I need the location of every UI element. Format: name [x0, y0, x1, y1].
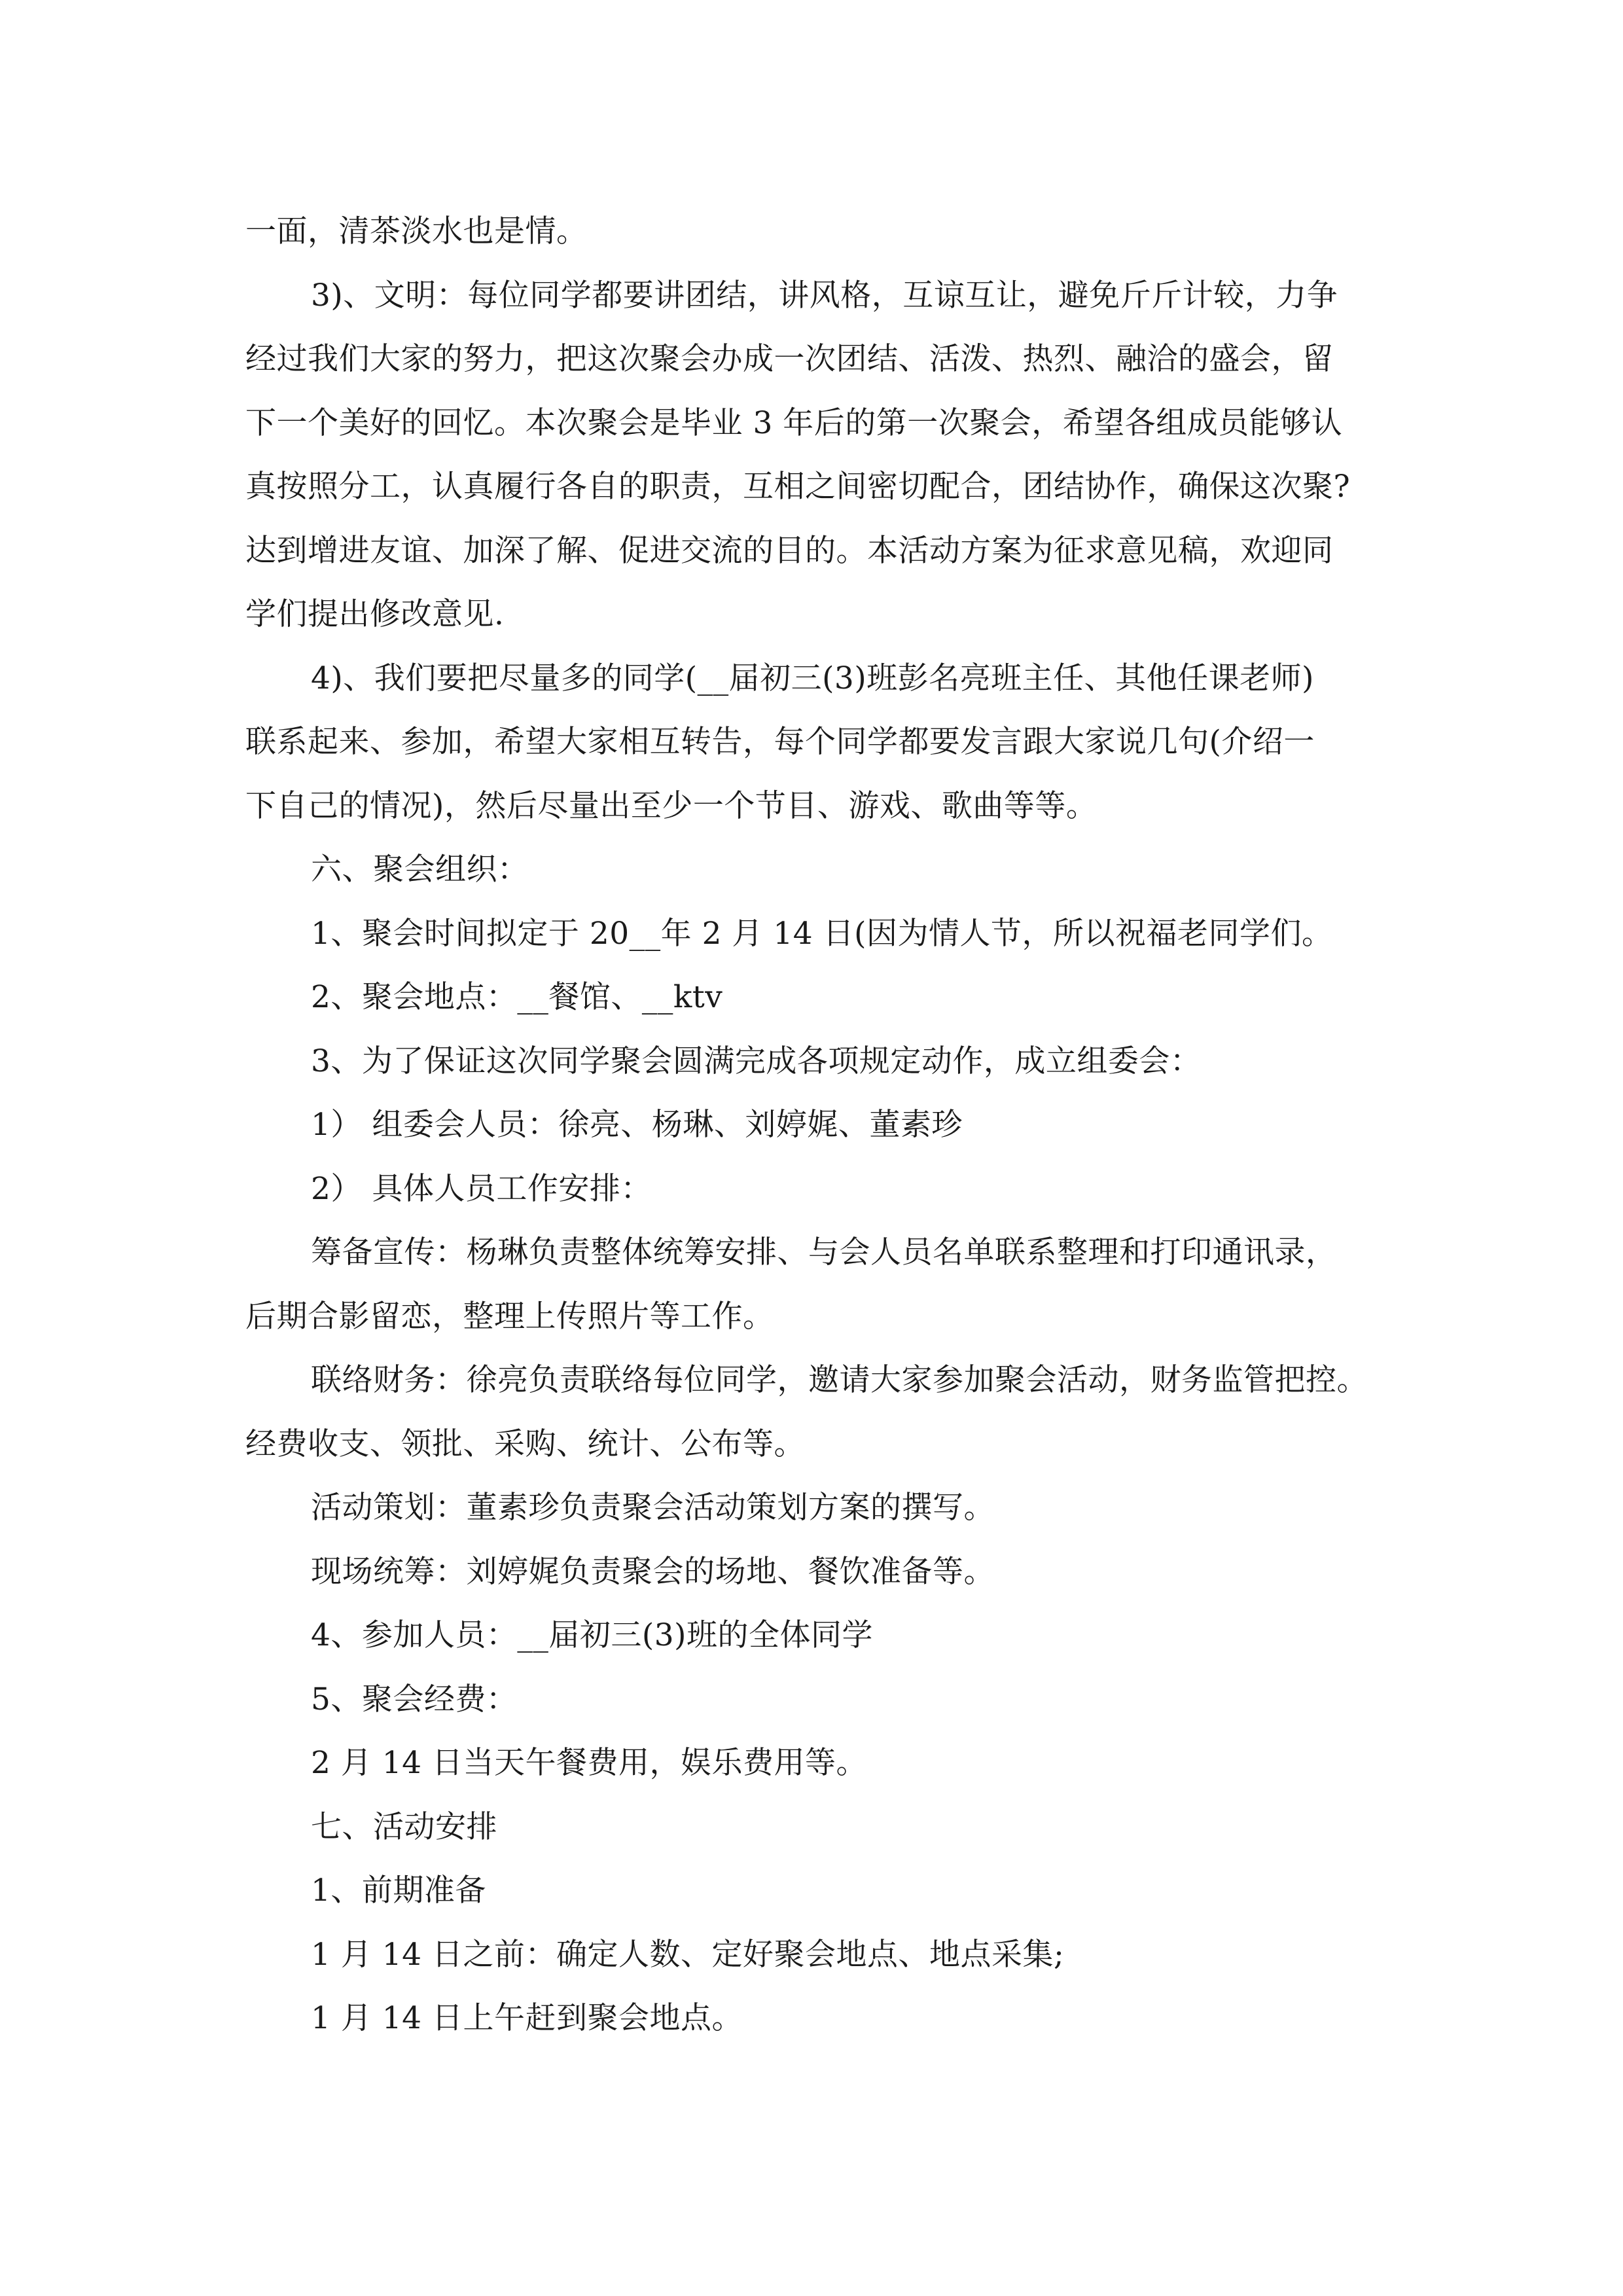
- text-line: 2 月 14 日当天午餐费用，娱乐费用等。: [311, 1745, 868, 1781]
- section-heading: [245, 1795, 1384, 1859]
- text-line: 下一个美好的回忆。本次聚会是毕业 3 年后的第一次聚会，希望各组成员能够认: [245, 404, 1343, 441]
- text-line: 现场统筹：刘婷娓负责聚会的场地、餐饮准备等。: [311, 1553, 995, 1590]
- paragraph: [245, 200, 1384, 264]
- text-line: 学们提出修改意见.: [245, 596, 505, 632]
- list-item: [245, 1859, 1384, 1923]
- text-line: 4)、我们要把尽量多的同学(__届初三(3)班彭名亮班主任、其他任课老师): [311, 660, 1314, 696]
- text-line: 一面，清茶淡水也是情。: [245, 213, 588, 249]
- text-line: 4、参加人员：__届初三(3)班的全体同学: [311, 1617, 873, 1653]
- list-item: [245, 1540, 1384, 1604]
- text-line: 筹备宣传：杨琳负责整体统筹安排、与会人员名单联系整理和打印通讯录，: [311, 1234, 1337, 1270]
- text-line: 真按照分工，认真履行各自的职责，互相之间密切配合，团结协作，确保这次聚?: [245, 469, 1351, 505]
- text-line: 后期合影留恋，整理上传照片等工作。: [245, 1298, 774, 1335]
- list-item: [245, 965, 1384, 1030]
- paragraph-finance: [245, 1348, 1384, 1476]
- text-line: 联络财务：徐亮负责联络每位同学，邀请大家参加聚会活动，财务监管把控。: [311, 1362, 1368, 1398]
- paragraph-invite: [245, 647, 1384, 838]
- paragraph-publicity: [245, 1221, 1384, 1348]
- list-item: [245, 1986, 1384, 2051]
- text-line: 1） 组委会人员：徐亮、杨琳、刘婷娓、董素珍: [311, 1107, 963, 1143]
- text-line: 1、前期准备: [311, 1873, 486, 1909]
- text-line: 2） 具体人员工作安排：: [311, 1170, 652, 1207]
- text-line: 经过我们大家的努力，把这次聚会办成一次团结、活泼、热烈、融洽的盛会，留: [245, 341, 1334, 377]
- text-line: 七、活动安排: [311, 1808, 497, 1845]
- list-item: [245, 1604, 1384, 1668]
- text-line: 六、聚会组织：: [311, 852, 529, 888]
- document-body: [245, 200, 1384, 2051]
- text-line: 1、聚会时间拟定于 20__年 2 月 14 日(因为情人节，所以祝福老同学们。: [311, 915, 1333, 952]
- list-item: [245, 1923, 1384, 1987]
- list-item: [245, 1093, 1384, 1157]
- text-line: 1 月 14 日之前：确定人数、定好聚会地点、地点采集;: [311, 1936, 1065, 1973]
- text-line: 2、聚会地点：__餐馆、__ktv: [311, 979, 723, 1015]
- text-line: 1 月 14 日上午赶到聚会地点。: [311, 2000, 743, 2036]
- text-line: 5、聚会经费：: [311, 1681, 518, 1717]
- list-item: [245, 1668, 1384, 1732]
- list-item: [245, 902, 1384, 966]
- text-line: 下自己的情况)，然后尽量出至少一个节目、游戏、歌曲等等。: [245, 787, 1097, 824]
- section-heading: [245, 838, 1384, 902]
- text-line: 经费收支、领批、采购、统计、公布等。: [245, 1426, 805, 1462]
- text-line: 3、为了保证这次同学聚会圆满完成各项规定动作，成立组委会：: [311, 1043, 1202, 1079]
- list-item: [245, 1030, 1384, 1094]
- text-line: 达到增进友谊、加深了解、促进交流的目的。本活动方案为征求意见稿，欢迎同: [245, 532, 1334, 569]
- list-item: [245, 1731, 1384, 1795]
- list-item: [245, 1157, 1384, 1221]
- text-line: 活动策划：董素珍负责聚会活动策划方案的撰写。: [311, 1490, 995, 1526]
- text-line: 3)、文明：每位同学都要讲团结，讲风格，互谅互让，避免斤斤计较，力争: [311, 277, 1338, 314]
- text-line: 联系起来、参加，希望大家相互转告，每个同学都要发言跟大家说几句(介绍一: [245, 724, 1315, 760]
- paragraph-civility: [245, 264, 1384, 647]
- list-item: [245, 1476, 1384, 1540]
